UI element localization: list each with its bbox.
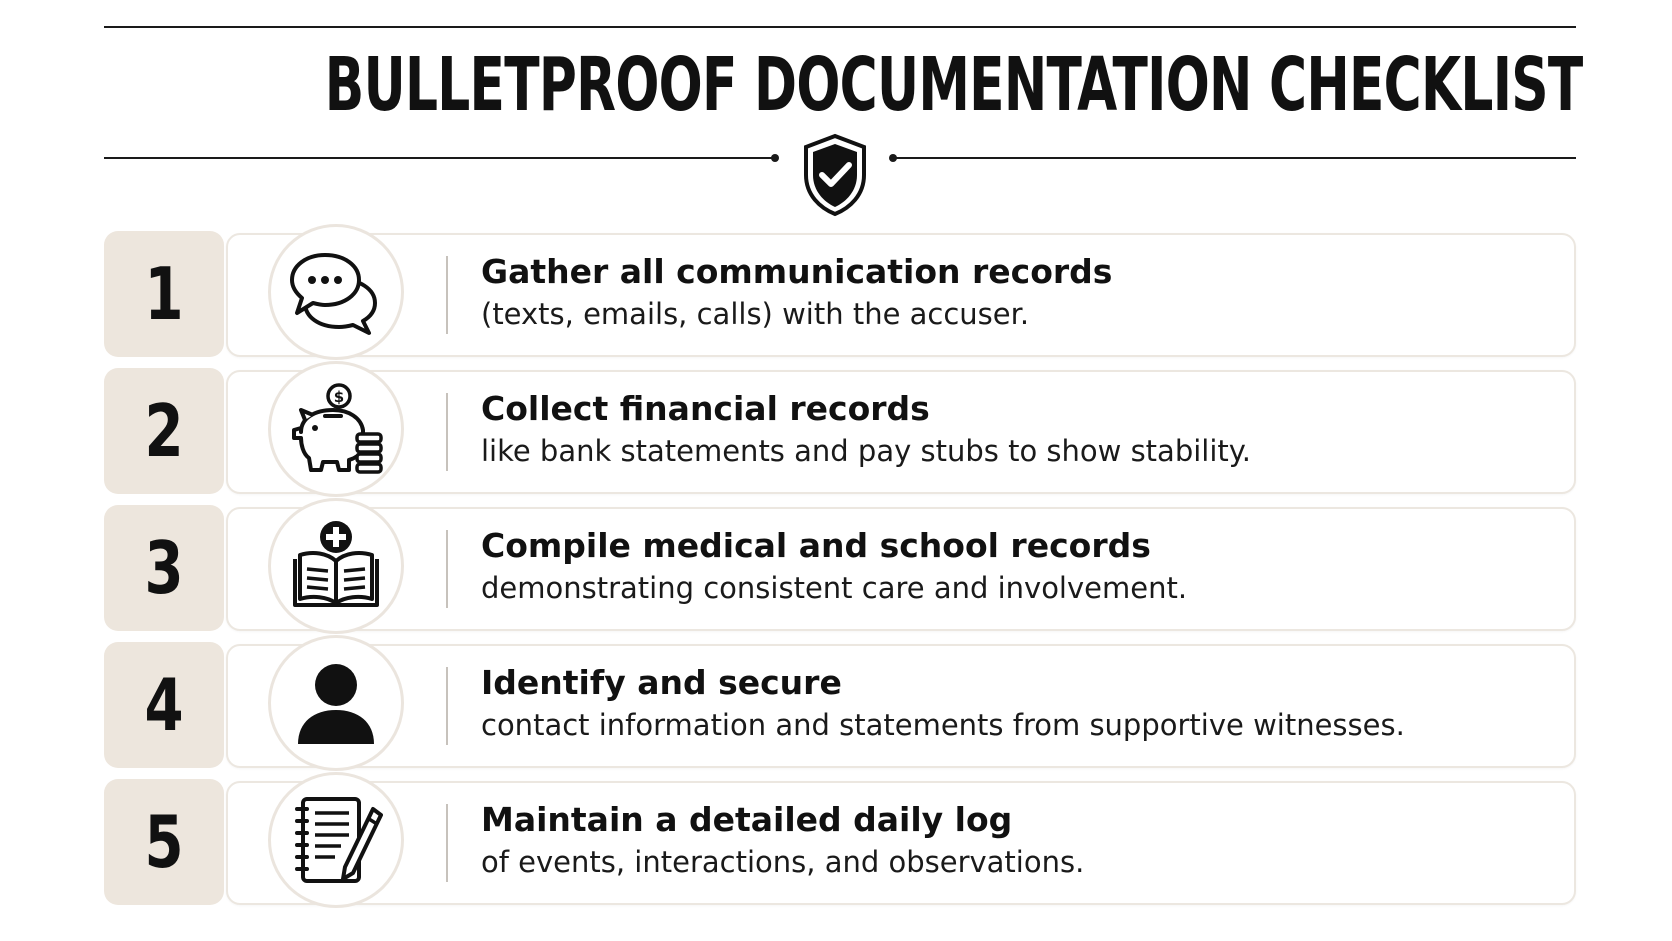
step-number: 3 [144, 526, 184, 610]
person-icon [289, 656, 383, 750]
checklist-item-1 [104, 231, 1576, 357]
icon-circle [268, 772, 404, 908]
item-heading: Compile medical and school records [481, 526, 1151, 565]
top-rule [104, 26, 1576, 28]
item-divider [446, 804, 448, 882]
checklist-item-5 [104, 779, 1576, 905]
page-title: BULLETPROOF DOCUMENTATION CHECKLIST [324, 42, 1583, 128]
item-description: demonstrating consistent care and involvement. [481, 571, 1188, 605]
step-number: 1 [144, 252, 184, 336]
item-heading: Identify and secure [481, 663, 842, 702]
icon-circle [268, 224, 404, 360]
step-number: 5 [144, 800, 184, 884]
step-number-box [104, 231, 224, 357]
icon-circle [268, 635, 404, 771]
item-heading: Collect financial records [481, 389, 930, 428]
icon-circle [268, 361, 404, 497]
item-description: (texts, emails, calls) with the accuser. [481, 297, 1030, 331]
item-divider [446, 530, 448, 608]
step-number: 4 [144, 663, 184, 747]
icon-circle [268, 498, 404, 634]
header-rule-left [104, 157, 774, 159]
item-description: of events, interactions, and observations. [481, 845, 1085, 879]
shield-check-icon [800, 133, 870, 217]
notebook-pen-icon [289, 793, 383, 887]
checklist-item-3 [104, 505, 1576, 631]
step-number-box [104, 642, 224, 768]
item-divider [446, 256, 448, 334]
step-number-box [104, 505, 224, 631]
checklist-item-2 [104, 368, 1576, 494]
header-rule-right [893, 157, 1576, 159]
checklist-item-4 [104, 642, 1576, 768]
svg-text:$: $ [333, 388, 345, 406]
chat-bubbles-icon [289, 245, 383, 339]
item-heading: Gather all communication records [481, 252, 1113, 291]
item-description: contact information and statements from supportive witnesses. [481, 708, 1405, 742]
piggy-bank-icon [289, 382, 383, 476]
step-number-box [104, 779, 224, 905]
step-number-box [104, 368, 224, 494]
header-rule-dot-left [771, 154, 779, 162]
item-description: like bank statements and pay stubs to show stability. [481, 434, 1252, 468]
header-rule-dot-right [889, 154, 897, 162]
step-number: 2 [144, 389, 184, 473]
item-divider [446, 667, 448, 745]
medical-book-icon [289, 519, 383, 613]
item-heading: Maintain a detailed daily log [481, 800, 1013, 839]
item-divider [446, 393, 448, 471]
